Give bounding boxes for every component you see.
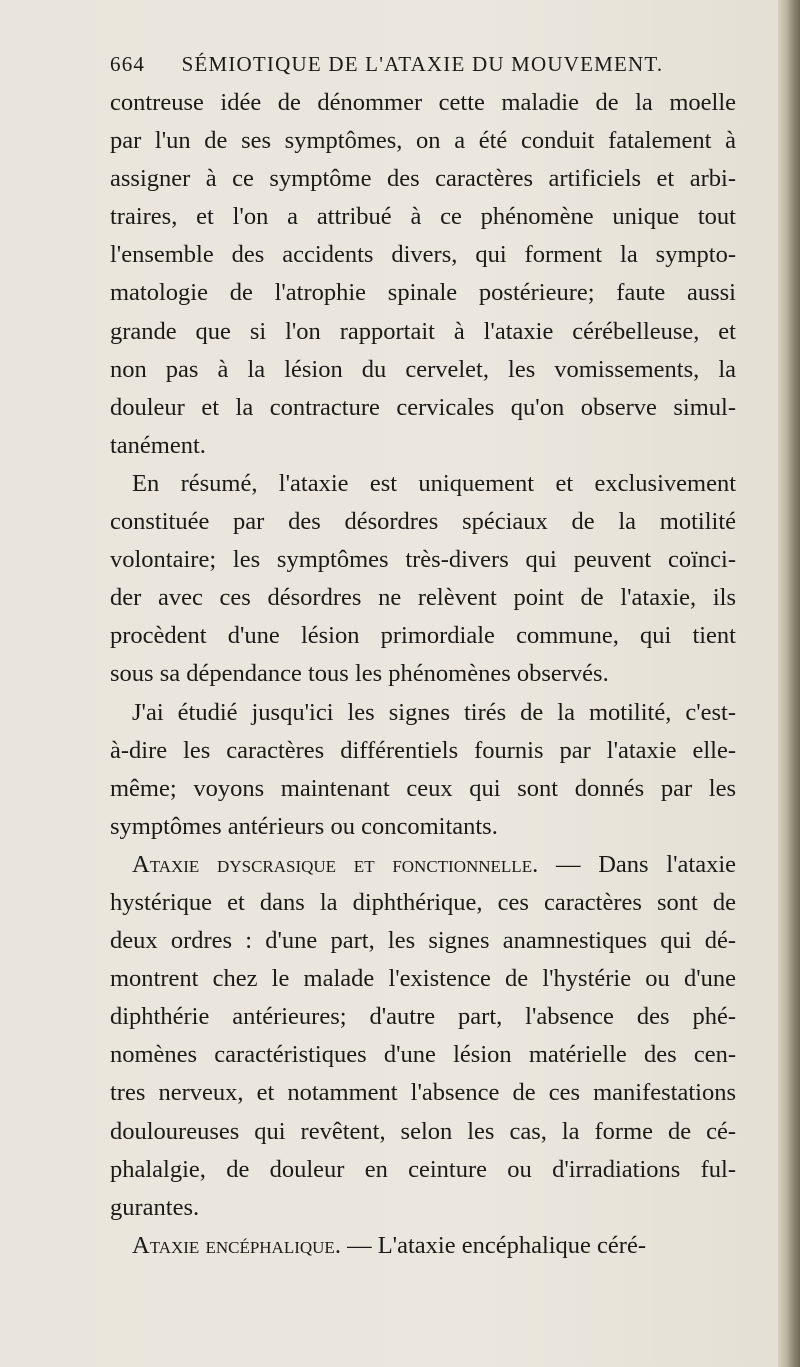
text-line: procèdent d'une lésion primordiale commune, qui tient <box>110 622 736 650</box>
body-text <box>110 84 736 1265</box>
text-line: deux ordres : d'une part, les signes anamnestiques qui dé- <box>110 927 736 955</box>
text-line: hystérique et dans la diphthérique, ces caractères sont de <box>110 888 736 916</box>
text-line: J'ai étudié jusqu'ici les signes tirés de la motilité, c'est- <box>132 698 736 726</box>
text-line: der avec ces désordres ne relèvent point de l'ataxie, ils <box>110 584 736 612</box>
text-line: contreuse idée de dénommer cette maladie de la moelle <box>110 89 736 116</box>
text-line: constituée par des désordres spéciaux de la motilité <box>110 508 736 536</box>
text-line: matologie de l'atrophie spinale postérieure; faute aussi <box>110 279 736 307</box>
text-line: phalalgie, de douleur en ceinture ou d'irradiations ful- <box>110 1155 736 1183</box>
text-line: diphthérie antérieures; d'autre part, l'absence des phé- <box>110 1003 736 1031</box>
text-line: sous sa dépendance tous les phénomènes observés. <box>110 660 609 688</box>
text-line: En résumé, l'ataxie est uniquement et exclusivement <box>132 469 736 497</box>
text-line: même; voyons maintenant ceux qui sont donnés par les <box>110 774 736 802</box>
text-line: symptômes antérieurs ou concomitants. <box>110 812 498 840</box>
text-line: grande que si l'on rapportait à l'ataxie cérébelleuse, et <box>110 317 736 345</box>
text-line: non pas à la lésion du cervelet, les vomissements, la <box>110 355 736 383</box>
section-heading-line <box>110 846 736 884</box>
text-line: douleur et la contracture cervicales qu'on observe simul- <box>110 393 736 421</box>
text-line: traires, et l'on a attribué à ce phénomène unique tout <box>110 203 736 231</box>
text-line: nomènes caractéristiques d'une lésion matérielle des cen- <box>110 1041 736 1069</box>
section-heading: Ataxie dyscrasique et fonctionnelle. <box>132 850 539 878</box>
running-title: SÉMIOTIQUE DE L'ATAXIE DU MOUVEMENT. <box>181 52 664 76</box>
text-line: à-dire les caractères différentiels fournis par l'ataxie elle- <box>110 736 736 764</box>
page-number: 664 <box>110 52 146 76</box>
text-line: assigner à ce symptôme des caractères artificiels et arbi- <box>110 165 736 193</box>
text-line: l'ensemble des accidents divers, qui forment la sympto- <box>110 241 736 269</box>
heading-line-text: — L'ataxie encéphalique céré- <box>340 1231 646 1259</box>
text-line: volontaire; les symptômes très-divers qui peuvent coïnci- <box>110 546 736 574</box>
section-heading-line <box>110 1227 736 1265</box>
running-header <box>110 52 670 77</box>
page-edge-shadow <box>778 0 800 1367</box>
text-line: par l'un de ses symptômes, on a été conduit fatalement à <box>110 127 736 155</box>
section-heading: Ataxie encéphalique. <box>132 1231 341 1259</box>
text-line: douloureuses qui revêtent, selon les cas, la forme de cé- <box>110 1117 736 1145</box>
text-line: tres nerveux, et notamment l'absence de ces manifestations <box>110 1079 736 1107</box>
text-line: gurantes. <box>110 1193 200 1221</box>
text-line: montrent chez le malade l'existence de l'hystérie ou d'une <box>110 965 736 993</box>
heading-line-text: — Dans l'ataxie <box>538 850 736 878</box>
text-line: tanément. <box>110 431 206 459</box>
